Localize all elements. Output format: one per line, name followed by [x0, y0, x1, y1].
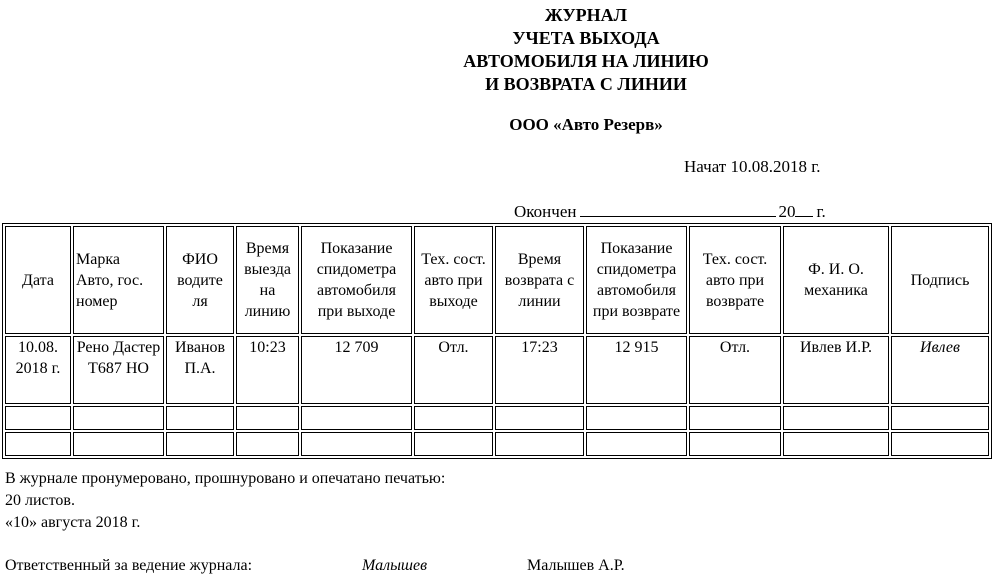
started-date: Начат 10.08.2018 г. [684, 157, 821, 176]
column-header: Ф. И. О. механика [783, 226, 889, 334]
empty-table-row [5, 432, 989, 456]
table-cell: Отл. [414, 336, 493, 404]
signature-cell: Ивлев [891, 336, 989, 404]
table-cell: 10:23 [236, 336, 299, 404]
empty-cell [891, 406, 989, 430]
column-header: Подпись [891, 226, 989, 334]
empty-cell [73, 406, 164, 430]
column-header: Время возврата с линии [495, 226, 584, 334]
footer-notes [5, 468, 445, 534]
ended-label: Окончен [514, 202, 577, 221]
empty-cell [414, 432, 493, 456]
column-header: ФИО водите ля [166, 226, 234, 334]
ended-year-prefix: 20 [778, 202, 796, 221]
organization-name: ООО «Авто Резерв» [509, 115, 663, 134]
empty-cell [495, 432, 584, 456]
empty-cell [166, 432, 234, 456]
title-line-2: УЧЕТА ВЫХОДА [512, 28, 660, 48]
empty-table-row [5, 406, 989, 430]
title-line-3: АВТОМОБИЛЯ НА ЛИНИЮ [463, 51, 709, 71]
table-cell: Отл. [689, 336, 781, 404]
column-header: Показание спидометра автомобиля при возврате [586, 226, 687, 334]
empty-cell [891, 432, 989, 456]
table-cell: 17:23 [495, 336, 584, 404]
ended-date [514, 202, 826, 222]
column-header: Время выезда на линию [236, 226, 299, 334]
column-header: Тех. сост. авто при выходе [414, 226, 493, 334]
column-header: Марка Авто, гос. номер [73, 226, 164, 334]
ended-year-blank [795, 202, 813, 217]
empty-cell [301, 432, 412, 456]
empty-cell [689, 432, 781, 456]
footer-line-3: «10» августа 2018 г. [5, 514, 141, 531]
empty-cell [5, 406, 71, 430]
footer-line-1: В журнале пронумеровано, прошнуровано и опечатано печатью: [5, 470, 446, 487]
table-header-row [5, 226, 989, 334]
table-cell: Иванов П.А. [166, 336, 234, 404]
ended-year-suffix: г. [816, 202, 826, 221]
responsible-name: Малышев А.Р. [527, 557, 625, 574]
responsible-signature: Малышев [362, 557, 428, 574]
empty-cell [236, 432, 299, 456]
empty-cell [301, 406, 412, 430]
ended-date-blank [580, 202, 776, 217]
title-line-1: ЖУРНАЛ [544, 5, 628, 25]
table-cell: 10.08. 2018 г. [5, 336, 71, 404]
empty-cell [783, 432, 889, 456]
title-line-4: И ВОЗВРАТА С ЛИНИИ [485, 74, 687, 94]
empty-cell [586, 406, 687, 430]
table-cell: 12 915 [586, 336, 687, 404]
column-header: Дата [5, 226, 71, 334]
empty-cell [5, 432, 71, 456]
responsible-label: Ответственный за ведение журнала: [5, 557, 253, 574]
empty-cell [689, 406, 781, 430]
empty-cell [586, 432, 687, 456]
journal-table [2, 223, 992, 459]
table-cell: 12 709 [301, 336, 412, 404]
empty-cell [73, 432, 164, 456]
footer-line-2: 20 листов. [5, 492, 75, 509]
table-row [5, 336, 989, 404]
table-cell: Ивлев И.Р. [783, 336, 889, 404]
empty-cell [495, 406, 584, 430]
column-header: Тех. сост. авто при возврате [689, 226, 781, 334]
empty-cell [414, 406, 493, 430]
table-cell: Рено Дастер Т687 НО [73, 336, 164, 404]
empty-cell [236, 406, 299, 430]
column-header: Показание спидометра автомобиля при выходе [301, 226, 412, 334]
journal-title [0, 4, 995, 96]
empty-cell [783, 406, 889, 430]
empty-cell [166, 406, 234, 430]
